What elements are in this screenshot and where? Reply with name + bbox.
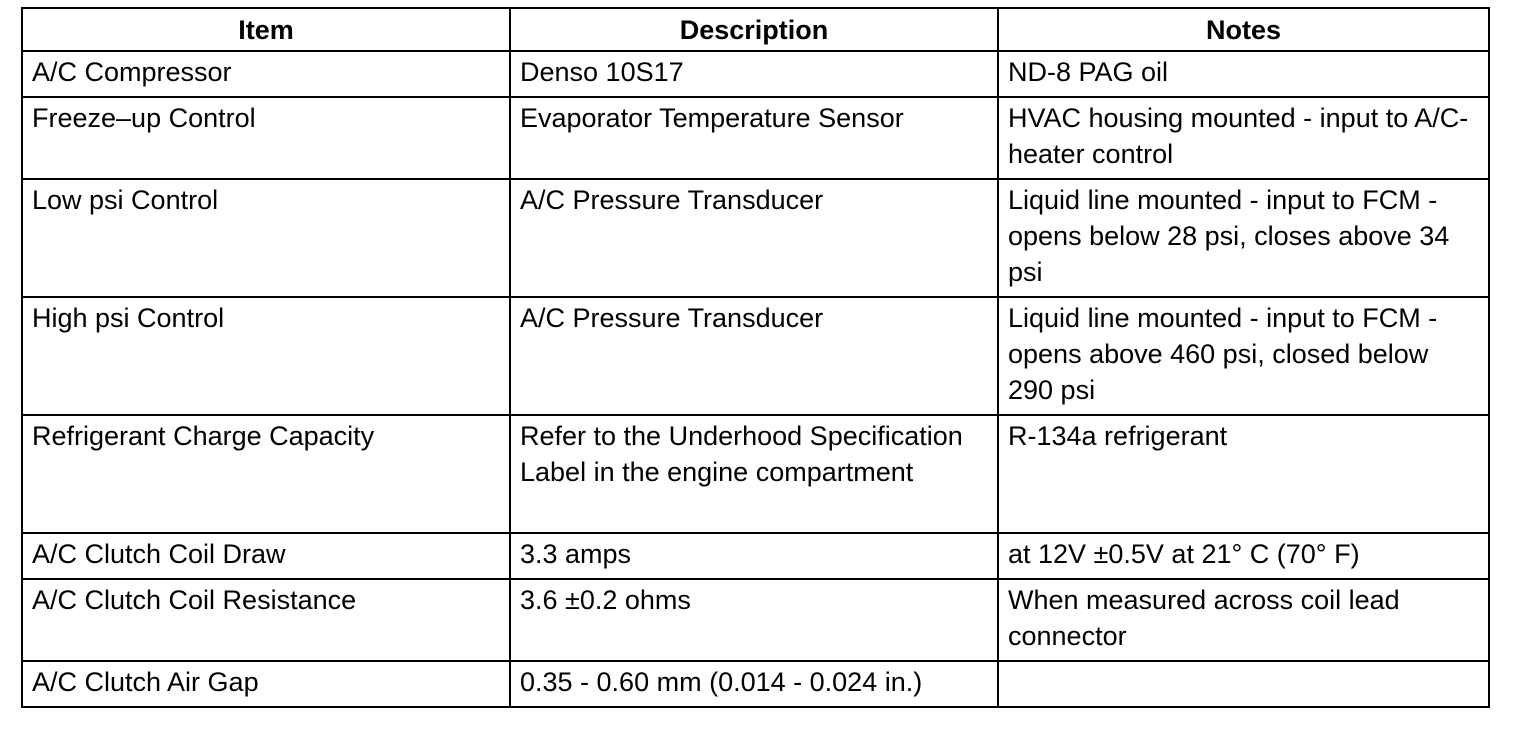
specifications-table — [21, 7, 1490, 708]
cell-description: 0.35 - 0.60 mm (0.014 - 0.024 in.) — [510, 661, 998, 707]
cell-notes: HVAC housing mounted - input to A/C-heater control — [998, 97, 1489, 179]
cell-item: High psi Control — [22, 297, 510, 415]
table-row — [22, 297, 1489, 415]
header-item: Item — [22, 8, 510, 51]
table-row — [22, 179, 1489, 297]
cell-notes: at 12V ±0.5V at 21° C (70° F) — [998, 533, 1489, 579]
cell-notes: When measured across coil lead connector — [998, 579, 1489, 661]
cell-item: Freeze–up Control — [22, 97, 510, 179]
table-row — [22, 533, 1489, 579]
cell-description: Evaporator Temperature Sensor — [510, 97, 998, 179]
cell-item: A/C Compressor — [22, 51, 510, 97]
header-description: Description — [510, 8, 998, 51]
table-row — [22, 97, 1489, 179]
cell-item: A/C Clutch Air Gap — [22, 661, 510, 707]
cell-description: A/C Pressure Transducer — [510, 179, 998, 297]
table-row — [22, 579, 1489, 661]
cell-notes — [998, 661, 1489, 707]
cell-description: 3.3 amps — [510, 533, 998, 579]
table-row — [22, 661, 1489, 707]
cell-notes: Liquid line mounted - input to FCM - opens below 28 psi, closes above 34 psi — [998, 179, 1489, 297]
cell-item: A/C Clutch Coil Resistance — [22, 579, 510, 661]
cell-notes: ND-8 PAG oil — [998, 51, 1489, 97]
table-row — [22, 51, 1489, 97]
cell-description: Refer to the Underhood Specification Label in the engine compartment — [510, 415, 998, 533]
cell-item: A/C Clutch Coil Draw — [22, 533, 510, 579]
cell-description: 3.6 ±0.2 ohms — [510, 579, 998, 661]
table-header-row — [22, 8, 1489, 51]
header-notes: Notes — [998, 8, 1489, 51]
cell-description: A/C Pressure Transducer — [510, 297, 998, 415]
cell-item: Refrigerant Charge Capacity — [22, 415, 510, 533]
cell-description: Denso 10S17 — [510, 51, 998, 97]
cell-notes: R-134a refrigerant — [998, 415, 1489, 533]
cell-notes: Liquid line mounted - input to FCM - opens above 460 psi, closed below 290 psi — [998, 297, 1489, 415]
cell-item: Low psi Control — [22, 179, 510, 297]
table-row — [22, 415, 1489, 533]
